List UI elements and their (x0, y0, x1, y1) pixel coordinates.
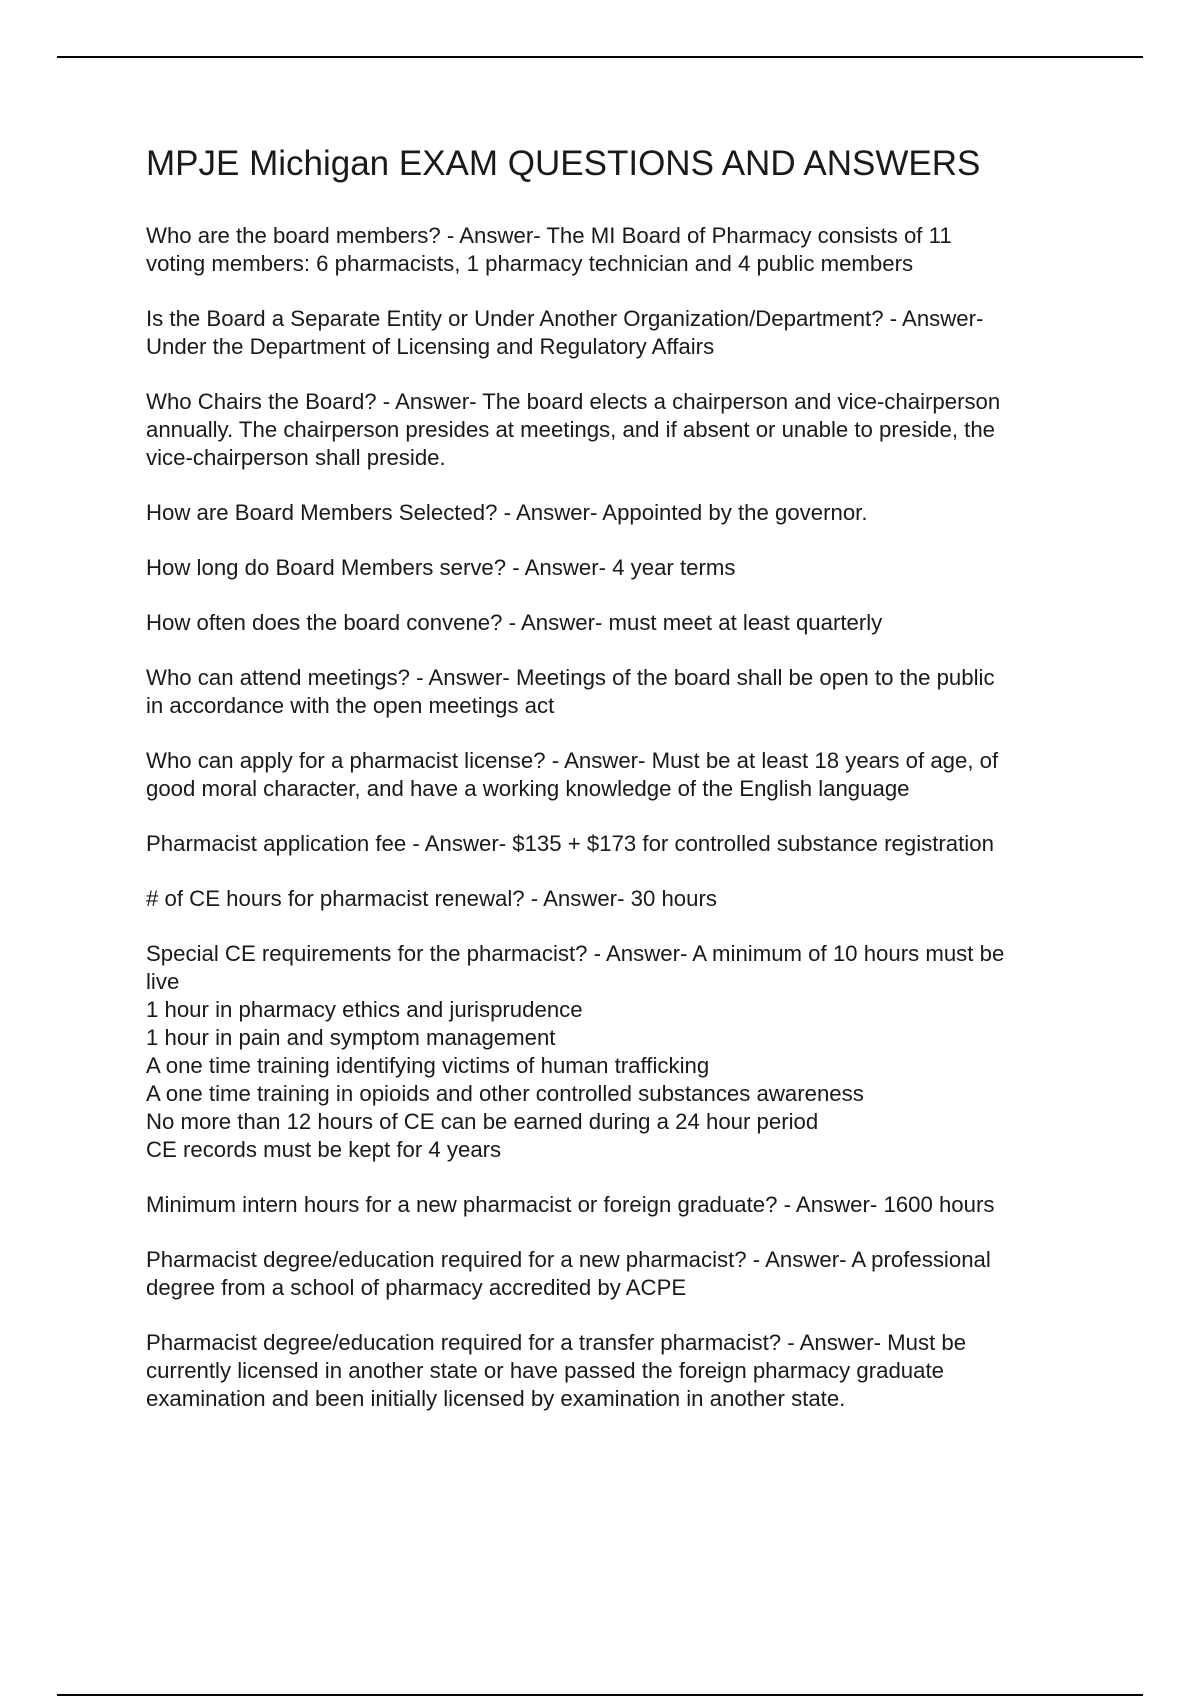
qa-entry (146, 222, 1096, 278)
qa-entry (146, 940, 1096, 1164)
qa-text-line: Is the Board a Separate Entity or Under Another Organization/Department? - Answer- (146, 306, 984, 331)
qa-entry (146, 1246, 1096, 1302)
qa-text-line: 1 hour in pain and symptom management (146, 1025, 556, 1050)
qa-text-line: How long do Board Members serve? - Answer- 4 year terms (146, 555, 736, 580)
qa-entry (146, 664, 1096, 720)
qa-text-line: Under the Department of Licensing and Regulatory Affairs (146, 334, 715, 359)
qa-entry (146, 305, 1096, 361)
qa-list (146, 222, 1096, 1413)
top-divider (57, 56, 1143, 58)
qa-text-line: # of CE hours for pharmacist renewal? - Answer- 30 hours (146, 886, 717, 911)
qa-entry (146, 830, 1096, 858)
document-body (146, 143, 1096, 1440)
qa-text-line: Pharmacist degree/education required for a new pharmacist? - Answer- A professional (146, 1247, 991, 1272)
qa-entry (146, 554, 1096, 582)
qa-text-line: No more than 12 hours of CE can be earned during a 24 hour period (146, 1109, 819, 1134)
qa-text-line: good moral character, and have a working knowledge of the English language (146, 776, 910, 801)
qa-text-line: Pharmacist degree/education required for a transfer pharmacist? - Answer- Must be (146, 1330, 967, 1355)
qa-text-line: Who Chairs the Board? - Answer- The board elects a chairperson and vice-chairperson (146, 389, 1001, 414)
qa-entry (146, 885, 1096, 913)
qa-text-line: How often does the board convene? - Answer- must meet at least quarterly (146, 610, 883, 635)
qa-text-line: How are Board Members Selected? - Answer- Appointed by the governor. (146, 500, 868, 525)
document-title: MPJE Michigan EXAM QUESTIONS AND ANSWERS (146, 144, 981, 183)
qa-entry (146, 747, 1096, 803)
qa-text-line: annually. The chairperson presides at meetings, and if absent or unable to preside, the (146, 417, 995, 442)
qa-entry (146, 499, 1096, 527)
qa-text-line: examination and been initially licensed by examination in another state. (146, 1386, 846, 1411)
qa-text-line: Pharmacist application fee - Answer- $135 + $173 for controlled substance registration (146, 831, 994, 856)
qa-text-line: CE records must be kept for 4 years (146, 1137, 502, 1162)
qa-text-line: A one time training in opioids and other controlled substances awareness (146, 1081, 864, 1106)
qa-text-line: currently licensed in another state or have passed the foreign pharmacy graduate (146, 1358, 944, 1383)
qa-text-line: voting members: 6 pharmacists, 1 pharmacy technician and 4 public members (146, 251, 914, 276)
qa-text-line: 1 hour in pharmacy ethics and jurisprudence (146, 997, 583, 1022)
qa-entry (146, 1191, 1096, 1219)
qa-entry (146, 1329, 1096, 1413)
bottom-divider (57, 1694, 1143, 1696)
qa-text-line: in accordance with the open meetings act (146, 693, 555, 718)
qa-text-line: Who can apply for a pharmacist license? - Answer- Must be at least 18 years of age, of (146, 748, 999, 773)
qa-text-line: vice-chairperson shall preside. (146, 445, 446, 470)
qa-text-line: degree from a school of pharmacy accredited by ACPE (146, 1275, 687, 1300)
qa-text-line: Special CE requirements for the pharmacist? - Answer- A minimum of 10 hours must be (146, 941, 1005, 966)
qa-text-line: live (146, 969, 180, 994)
qa-text-line: Who can attend meetings? - Answer- Meetings of the board shall be open to the public (146, 665, 995, 690)
qa-entry (146, 388, 1096, 472)
qa-text-line: A one time training identifying victims of human trafficking (146, 1053, 710, 1078)
qa-text-line: Minimum intern hours for a new pharmacist or foreign graduate? - Answer- 1600 hours (146, 1192, 995, 1217)
qa-text-line: Who are the board members? - Answer- The MI Board of Pharmacy consists of 11 (146, 223, 952, 248)
qa-entry (146, 609, 1096, 637)
